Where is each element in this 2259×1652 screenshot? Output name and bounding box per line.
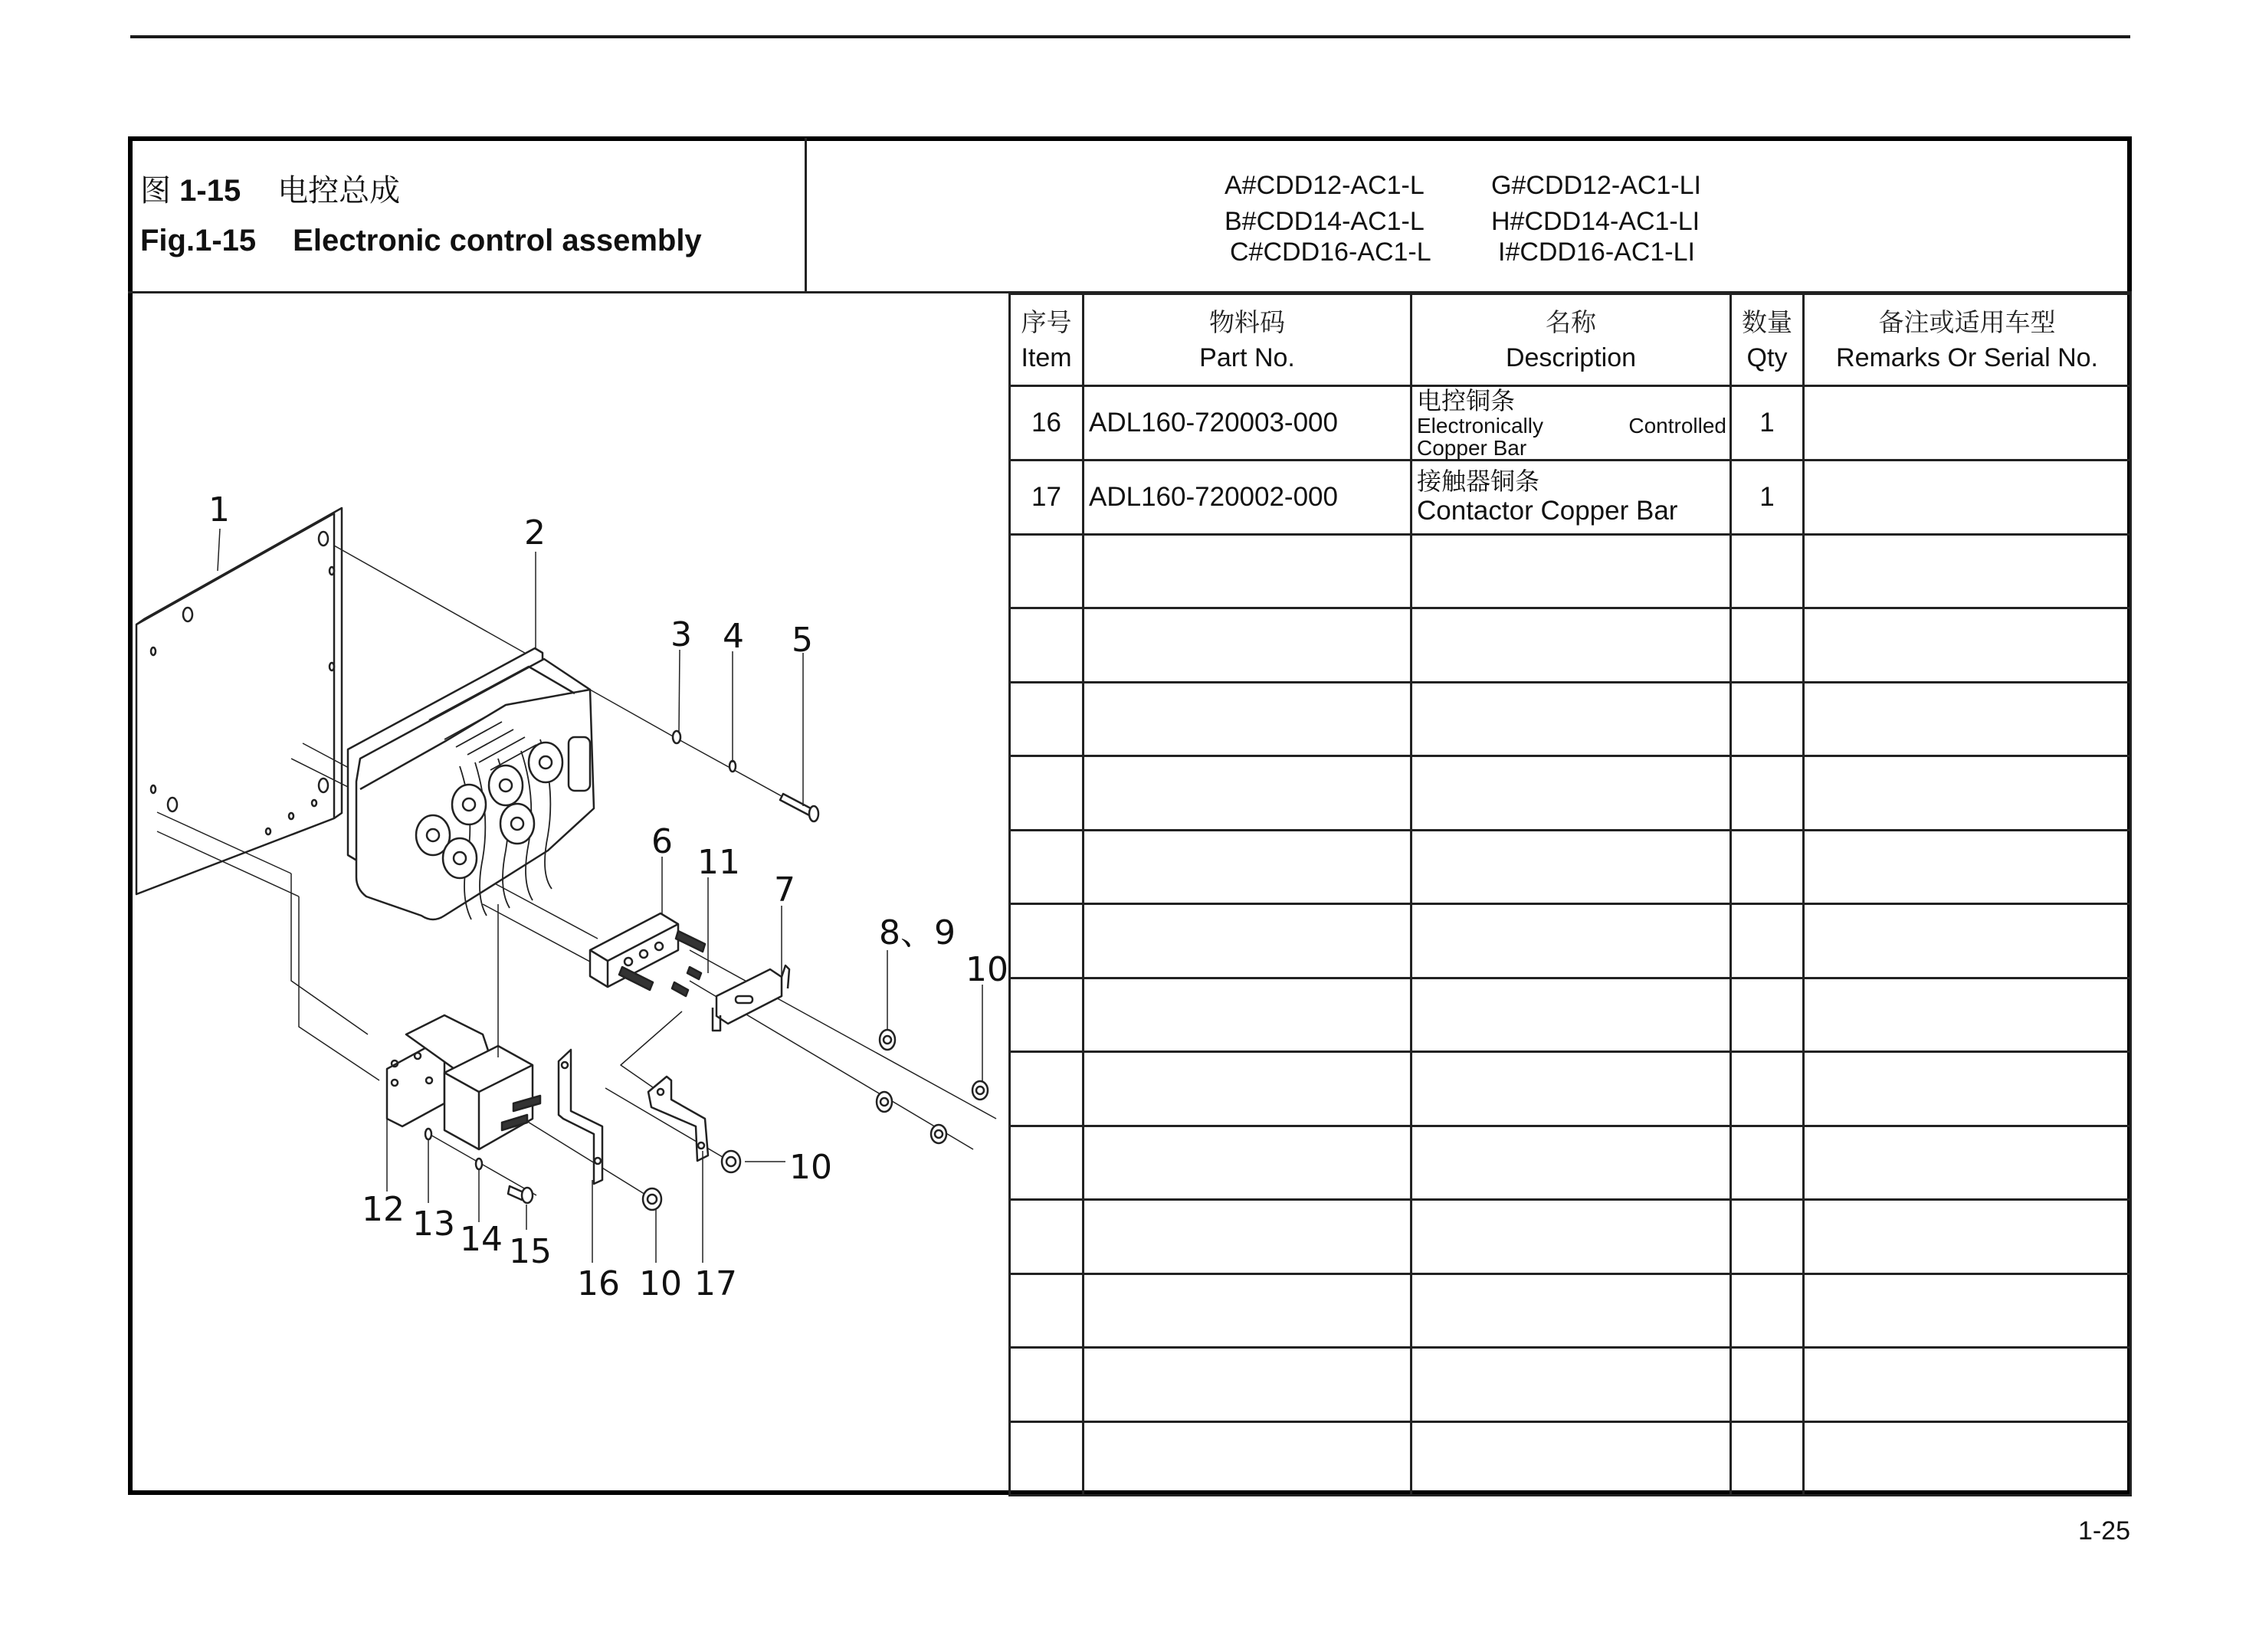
callout-15: 15 [509,1232,552,1271]
controller-drawing [348,648,594,919]
callout-3: 3 [670,615,692,654]
model-c: C#CDD16-AC1-L [1230,238,1431,267]
figure-number: 1-15 [179,174,241,208]
description-cell: 接触器铜条 Contactor Copper Bar [1411,461,1731,535]
callout-1: 1 [208,490,230,529]
callout-10-right: 10 [966,950,1008,989]
model-i: I#CDD16-AC1-LI [1498,238,1695,267]
callout-2: 2 [524,513,546,552]
qty-cell: 1 [1731,461,1804,535]
title-en-text: Electronic control assembly [293,224,702,257]
figure-cn-prefix: 图 [140,174,171,208]
callout-4: 4 [723,617,744,656]
model-g: G#CDD12-AC1-LI [1491,171,1701,200]
callout-17: 17 [694,1264,737,1303]
part-no-cell: ADL160-720002-000 [1084,461,1411,535]
callout-10-bottom: 10 [639,1264,682,1303]
model-a: A#CDD12-AC1-L [1225,171,1425,200]
callout-12: 12 [362,1190,405,1229]
qty-cell: 1 [1731,386,1804,461]
callout-8-9: 8、9 [879,913,956,952]
callout-5: 5 [792,621,813,660]
contactor-drawing [387,1015,540,1203]
callout-10-mid: 10 [789,1148,832,1187]
callout-7: 7 [774,870,795,910]
col-part-no: 物料码 Part No. [1084,294,1411,386]
col-description: 名称 Description [1411,294,1731,386]
model-h: H#CDD14-AC1-LI [1491,207,1700,236]
callout-14: 14 [460,1220,503,1259]
item-cell: 17 [1010,461,1084,535]
col-qty: 数量 Qty [1731,294,1804,386]
title-cn-text: 电控总成 [277,174,401,208]
callout-11: 11 [697,843,740,882]
part-no-cell: ADL160-720003-000 [1084,386,1411,461]
model-b: B#CDD14-AC1-L [1225,207,1425,236]
col-item: 序号 Item [1010,294,1084,386]
figure-en-prefix: Fig.1-15 [140,224,257,257]
callout-6: 6 [651,822,673,861]
callout-13: 13 [412,1205,455,1244]
terminal-block-drawing [590,913,705,996]
item-cell: 16 [1010,386,1084,461]
copper-bar-16-drawing [559,1050,602,1184]
page-number: 1-25 [2077,1516,2130,1545]
col-remarks: 备注或适用车型 Remarks Or Serial No. [1804,294,2131,386]
description-cell: 电控铜条 Electronically Controlled Copper Bar [1411,386,1731,461]
fuse-bracket-drawing [713,965,789,1031]
callout-16: 16 [577,1264,620,1303]
